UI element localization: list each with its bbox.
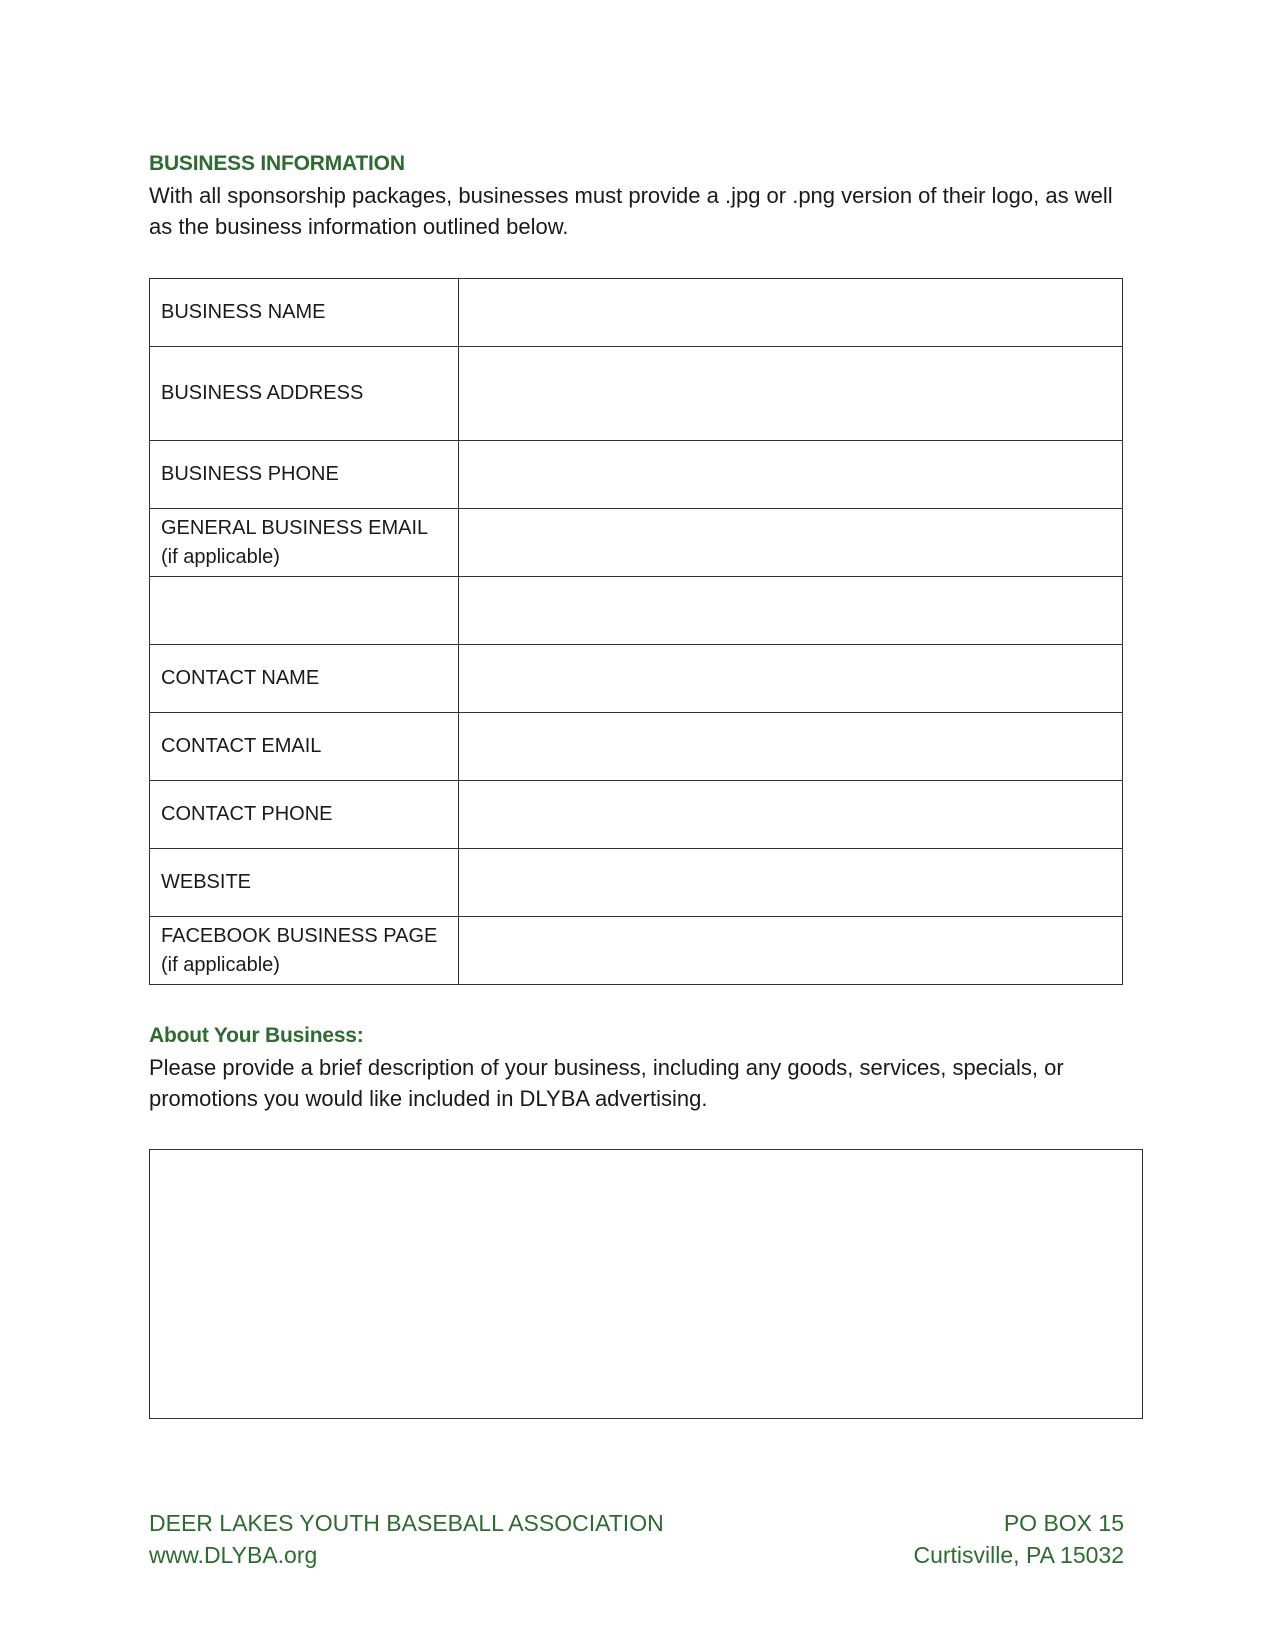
table-row bbox=[150, 279, 1123, 347]
footer-org-name: DEER LAKES YOUTH BASEBALL ASSOCIATION bbox=[149, 1510, 664, 1536]
row-label-contact-phone: CONTACT PHONE bbox=[150, 781, 459, 849]
business-information-intro: With all sponsorship packages, businesses must provide a .jpg or .png version of their logo, as well as the business information outlined below. bbox=[149, 183, 1113, 239]
row-label-business-address: BUSINESS ADDRESS bbox=[150, 347, 459, 441]
table-row bbox=[150, 347, 1123, 441]
table-row bbox=[150, 849, 1123, 917]
blank-field[interactable] bbox=[459, 577, 1123, 645]
row-label-business-phone: BUSINESS PHONE bbox=[150, 441, 459, 509]
business-name-field[interactable] bbox=[459, 279, 1123, 347]
table-row bbox=[150, 441, 1123, 509]
about-your-business-intro: Please provide a brief description of your business, including any goods, services, specials, or promotions you would like included in DLYBA advertising. bbox=[149, 1055, 1064, 1111]
footer-right bbox=[913, 1507, 1124, 1571]
contact-phone-field[interactable] bbox=[459, 781, 1123, 849]
website-field[interactable] bbox=[459, 849, 1123, 917]
business-address-field[interactable] bbox=[459, 347, 1123, 441]
table-row bbox=[150, 713, 1123, 781]
row-label-contact-name: CONTACT NAME bbox=[150, 645, 459, 713]
general-business-email-field[interactable] bbox=[459, 509, 1123, 577]
contact-email-field[interactable] bbox=[459, 713, 1123, 781]
table-row bbox=[150, 509, 1123, 577]
contact-name-field[interactable] bbox=[459, 645, 1123, 713]
footer-website-link[interactable]: www.DLYBA.org bbox=[149, 1542, 318, 1568]
footer-left bbox=[149, 1507, 664, 1571]
row-label-blank bbox=[150, 577, 459, 645]
business-description-box[interactable] bbox=[149, 1149, 1143, 1419]
business-phone-field[interactable] bbox=[459, 441, 1123, 509]
row-label-general-business-email: GENERAL BUSINESS EMAIL (if applicable) bbox=[150, 509, 459, 577]
business-information-heading: BUSINESS INFORMATION bbox=[149, 152, 405, 175]
footer-po-box: PO BOX 15 bbox=[1003, 1510, 1124, 1536]
row-label-website: WEBSITE bbox=[150, 849, 459, 917]
row-label-facebook-business-page: FACEBOOK BUSINESS PAGE (if applicable) bbox=[150, 917, 459, 985]
row-label-business-name: BUSINESS NAME bbox=[150, 279, 459, 347]
row-label-contact-email: CONTACT EMAIL bbox=[150, 713, 459, 781]
footer-city-state-zip: Curtisville, PA 15032 bbox=[913, 1542, 1124, 1568]
table-row bbox=[150, 645, 1123, 713]
table-row bbox=[150, 781, 1123, 849]
table-row bbox=[150, 917, 1123, 985]
business-information-table bbox=[149, 278, 1123, 985]
table-row bbox=[150, 577, 1123, 645]
facebook-business-page-field[interactable] bbox=[459, 917, 1123, 985]
about-your-business-heading: About Your Business: bbox=[149, 1024, 364, 1047]
